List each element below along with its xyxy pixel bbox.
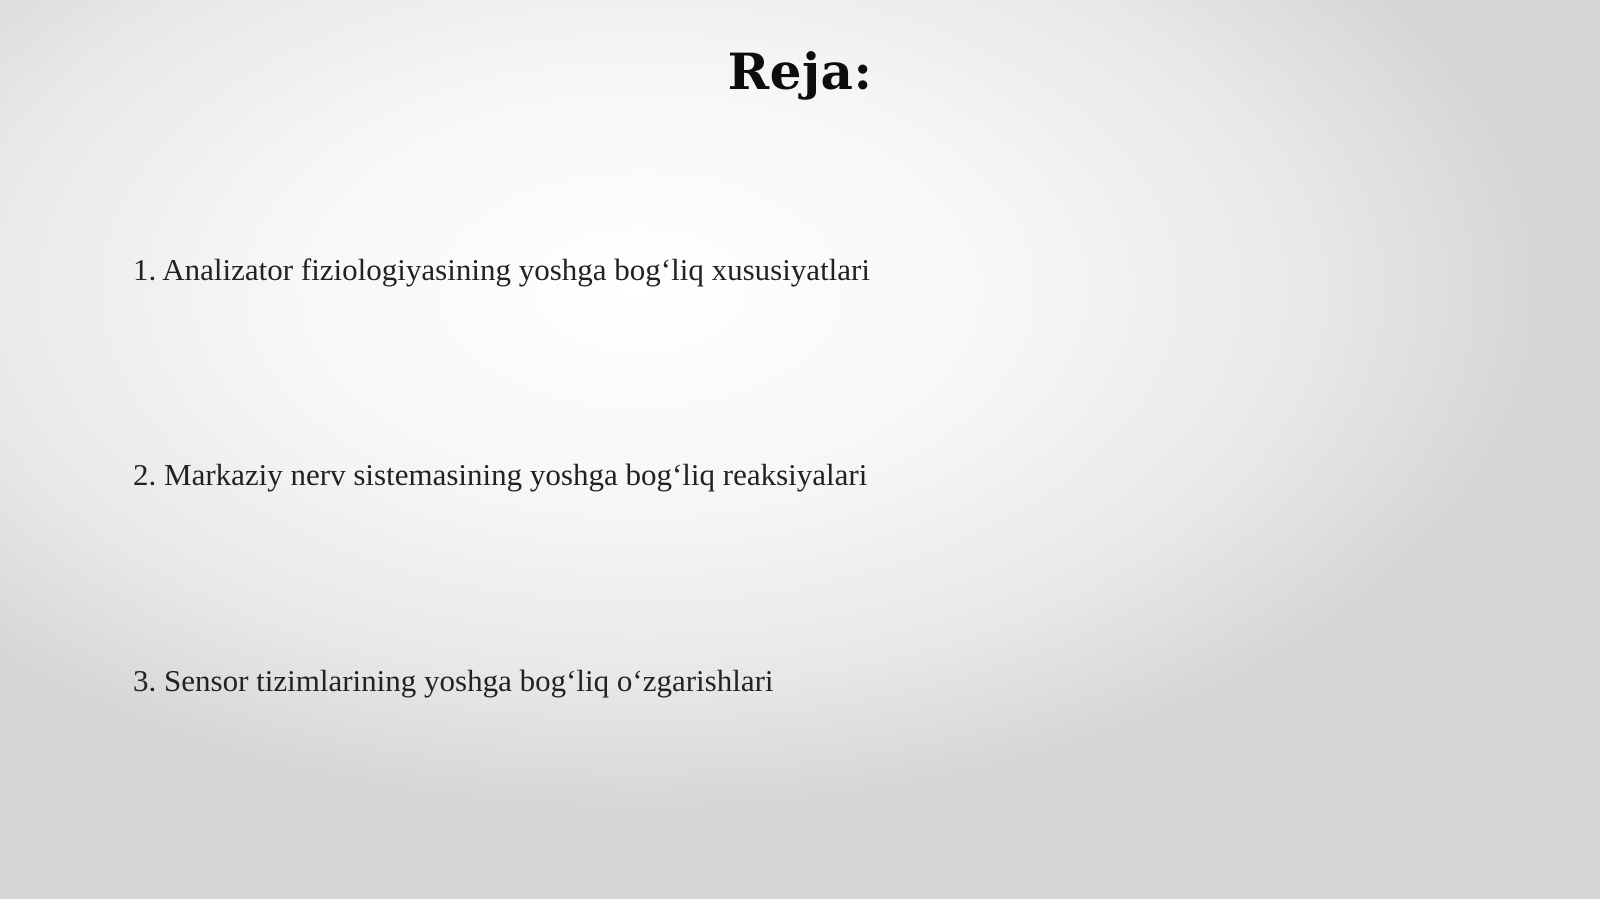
plan-list <box>133 0 1433 899</box>
slide-title: Reja: <box>727 42 873 101</box>
plan-item-1: 1. Analizator fiziologiyasining yoshga bog‘liq xususiyatlari <box>133 252 870 287</box>
plan-item-2: 2. Markaziy nerv sistemasining yoshga bog‘liq reaksiyalari <box>133 457 868 492</box>
plan-item-3: 3. Sensor tizimlarining yoshga bog‘liq o‘zgarishlari <box>133 663 774 698</box>
